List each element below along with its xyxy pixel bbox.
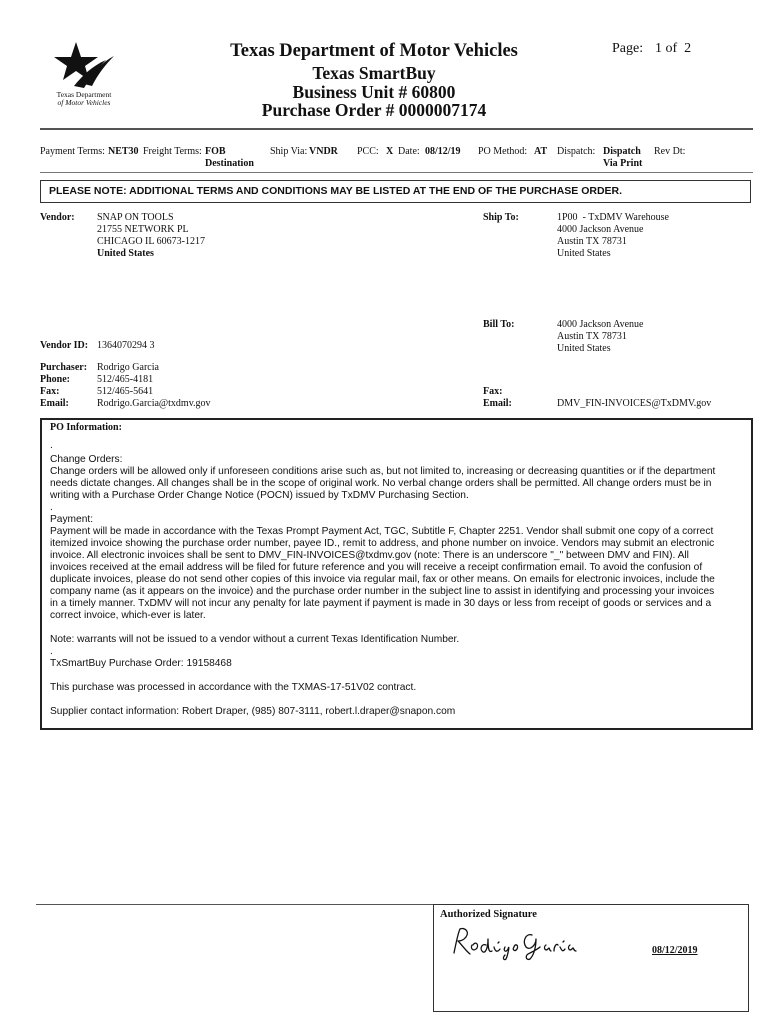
freight-terms-label: Freight Terms: (143, 146, 202, 157)
ship-to-line4: United States (557, 248, 611, 259)
agency-title: Texas Department of Motor Vehicles (230, 41, 518, 61)
payment-line: itemized invoice showing the purchase order number, payee ID., remit to address, and phone number on invoice. Vendors may submit an electronic (50, 538, 715, 549)
payment-line: correct invoice, which-ever is later. (50, 610, 206, 621)
header-divider (40, 128, 753, 130)
phone-label: Phone: (40, 374, 70, 385)
star-logo-icon (48, 40, 120, 92)
vendor-address1: 21755 NETWORK PL (97, 224, 189, 235)
supplier-contact: Supplier contact information: Robert Draper, (985) 807-3111, robert.l.draper@snapon.com (50, 706, 456, 717)
purchase-order-number: Purchase Order # 0000007174 (261, 100, 487, 120)
dispatch-label: Dispatch: (557, 146, 596, 157)
payment-terms-value: NET30 (108, 146, 139, 157)
ship-to-line2: 4000 Jackson Avenue (557, 224, 644, 235)
billing-fax-label: Fax: (483, 386, 503, 397)
page-value: 1 of 2 (655, 41, 692, 56)
terms-divider (40, 172, 753, 173)
freight-terms-value: FOB (205, 146, 226, 157)
bill-to-line1: 4000 Jackson Avenue (557, 319, 644, 330)
ship-via-label: Ship Via: (270, 146, 308, 157)
payment-line: invoice. All electronic invoices shall be sent to DMV_FIN-INVOICES@txdmv.gov (note: There is an underscore "_" between DMV and FIN). All (50, 550, 689, 561)
billing-email-label: Email: (483, 398, 512, 409)
billing-email-value: DMV_FIN-INVOICES@TxDMV.gov (557, 398, 712, 409)
ship-to-label: Ship To: (483, 212, 519, 223)
additional-terms-notice: PLEASE NOTE: ADDITIONAL TERMS AND CONDITIONS MAY BE LISTED AT THE END OF THE PURCHASE ORDER. (40, 180, 751, 203)
payment-line: in a timely manner. TxDMV will not incur any penalty for late payment if payment is made in 30 days or less from receipt of goods or services and a (50, 598, 712, 609)
bill-to-line3: United States (557, 343, 611, 354)
po-info-dot: . (50, 502, 53, 513)
vendor-country: United States (97, 248, 154, 259)
pcc-label: PCC: (357, 146, 379, 157)
logo-text-line1: Texas Department (56, 90, 112, 99)
vendor-id-value: 1364070294 3 (97, 340, 155, 351)
pcc-value: X (386, 146, 394, 157)
ship-to-line1: 1P00 - TxDMV Warehouse (557, 212, 669, 223)
payment-terms-label: Payment Terms: (40, 146, 105, 157)
ship-to-line3: Austin TX 78731 (557, 236, 627, 247)
change-orders-line: Change orders will be allowed only if unforeseen conditions arise such as, but not limited to, increasing or decreasing quantities or if the department (50, 466, 716, 477)
warrants-note: Note: warrants will not be issued to a vendor without a current Texas Identification Number. (50, 634, 460, 645)
change-orders-line: needs dictate changes. All changes shall be in the scope of original work. No verbal change orders shall be permitted. All change orders must be in (50, 478, 712, 489)
bill-to-line2: Austin TX 78731 (557, 331, 627, 342)
email-value: Rodrigo.Garcia@txdmv.gov (97, 398, 211, 409)
signature-date: 08/12/2019 (652, 945, 698, 956)
smartbuy-po-number: TxSmartBuy Purchase Order: 19158468 (50, 658, 232, 669)
email-label: Email: (40, 398, 69, 409)
payment-line: invoices received at the email address will be filed for future reference and you will receive a receipt confirmation email. To avoid the confusion of (50, 562, 703, 573)
purchaser-label: Purchaser: (40, 362, 88, 373)
business-unit: Business Unit # 60800 (292, 82, 456, 102)
authorized-signature-label: Authorized Signature (440, 909, 537, 920)
po-method-value: AT (534, 146, 548, 157)
fax-label: Fax: (40, 386, 60, 397)
program-title: Texas SmartBuy (312, 63, 436, 83)
po-info-dot: . (50, 440, 53, 451)
fax-value: 512/465-5641 (97, 386, 154, 397)
vendor-address2: CHICAGO IL 60673-1217 (97, 236, 205, 247)
change-orders-heading: Change Orders: (50, 454, 123, 465)
payment-line: Payment will be made in accordance with the Texas Prompt Payment Act, TGC, Subtitle F, Chapter 2251. Vendor shall submit one copy of a correct (50, 526, 714, 537)
date-value: 08/12/19 (425, 146, 461, 157)
payment-heading: Payment: (50, 514, 94, 525)
po-information-box (40, 418, 753, 730)
bill-to-label: Bill To: (483, 319, 515, 330)
rev-dt-label: Rev Dt: (654, 146, 686, 157)
txdmv-logo (48, 40, 120, 110)
vendor-name: SNAP ON TOOLS (97, 212, 174, 223)
vendor-id-label: Vendor ID: (40, 340, 89, 351)
po-method-label: PO Method: (478, 146, 528, 157)
logo-text-line2: of Motor Vehicles (57, 98, 111, 107)
po-information-title: PO Information: (50, 422, 122, 433)
authorized-signature-box (433, 904, 749, 1012)
date-label: Date: (398, 146, 420, 157)
po-info-dot: . (50, 646, 53, 657)
dispatch-value-2: Via Print (603, 158, 643, 169)
vendor-label: Vendor: (40, 212, 75, 223)
signature-divider (36, 904, 434, 905)
payment-line: company name (as it appears on the invoice) and the purchase order number in the subject line to assist in identifying and processing your invoices (50, 586, 715, 597)
payment-line: duplicate invoices, please do not send other copies of this invoice via regular mail, fax or other means. On emails for electronic invoices, include the (50, 574, 715, 585)
change-orders-line: writing with a Purchase Order Change Notice (POCN) issued by TxDMV Purchasing Section. (50, 490, 469, 501)
phone-value: 512/465-4181 (97, 374, 154, 385)
purchaser-name: Rodrigo Garcia (97, 362, 159, 373)
handwritten-signature (450, 925, 580, 961)
contract-note: This purchase was processed in accordance with the TXMAS-17-51V02 contract. (50, 682, 417, 693)
dispatch-value: Dispatch (603, 146, 641, 157)
ship-via-value: VNDR (309, 146, 338, 157)
page-label: Page: (612, 41, 644, 56)
freight-terms-value-2: Destination (205, 158, 254, 169)
